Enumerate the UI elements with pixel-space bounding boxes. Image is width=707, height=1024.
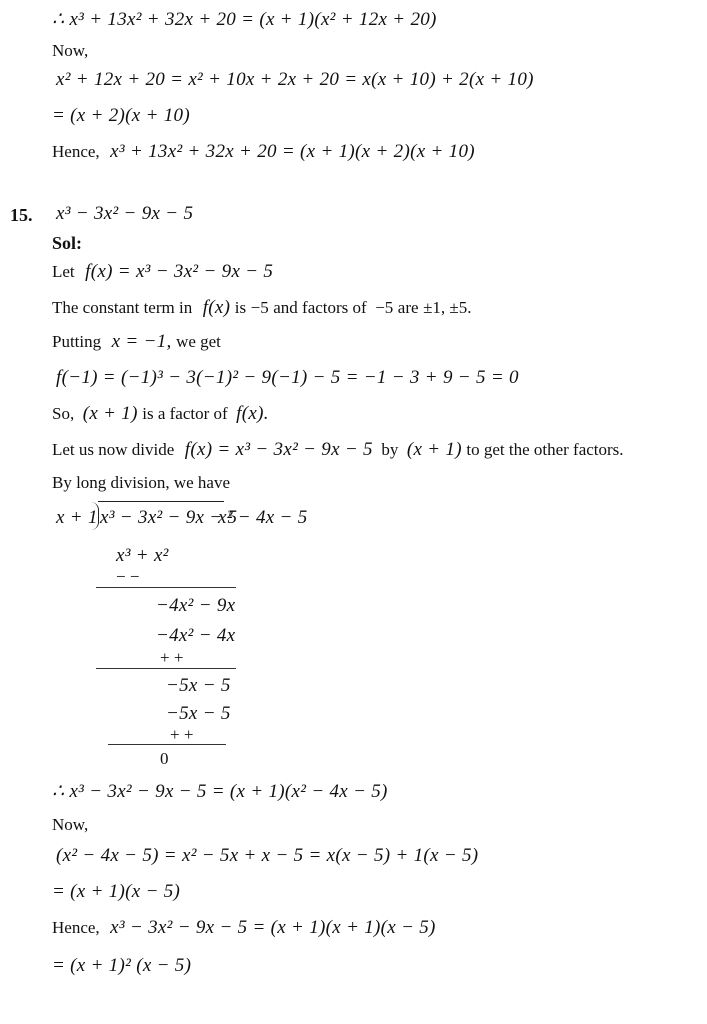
quadratic-factor-line: = (x + 2)(x + 10): [52, 105, 190, 126]
conclusion-factorization: ∴ x³ − 3x² − 9x − 5 = (x + 1)(x² − 4x − 5): [52, 781, 388, 802]
constant-text-4: are: [397, 298, 419, 317]
step5-rule: [108, 744, 226, 745]
final-answer: = (x + 1)² (x − 5): [52, 955, 192, 976]
step3-rule: [96, 668, 236, 669]
step2-remainder: −4x² − 9x: [156, 595, 236, 616]
constant-text-3: and factors of: [273, 298, 367, 317]
putting-value: x = −1,: [111, 331, 172, 352]
quadratic-split-line: x² + 12x + 20 = x² + 10x + 2x + 20 = x(x + 10) + 2(x + 10): [56, 69, 534, 90]
dividend: x³ − 3x² − 9x − 5: [100, 507, 238, 528]
so-text-2: is a factor of: [142, 404, 228, 423]
hence-line: [52, 142, 475, 161]
conclusion-hence-label: Hence,: [52, 918, 100, 937]
step1-signs: − −: [116, 567, 140, 586]
constant-fx: f(x): [202, 297, 231, 318]
conclusion-split: (x² − 4x − 5) = x² − 5x + x − 5 = x(x − 5) + 1(x − 5): [56, 845, 479, 866]
hence-math: x³ + 13x² + 32x + 20 = (x + 1)(x + 2)(x + 10): [110, 141, 475, 162]
divide-text-1: Let us now divide: [52, 440, 175, 459]
so-line: [52, 404, 269, 423]
constant-term-line: [52, 298, 471, 317]
final-remainder: 0: [160, 749, 169, 768]
so-fx: f(x).: [236, 403, 269, 424]
conclusion-hence-math: x³ − 3x² − 9x − 5 = (x + 1)(x + 1)(x − 5): [110, 917, 436, 938]
division-bar: [98, 501, 224, 502]
question-expression: x³ − 3x² − 9x − 5: [56, 203, 194, 224]
putting-line: [52, 332, 221, 351]
quotient: x² − 4x − 5: [218, 507, 308, 528]
step3-signs: + +: [160, 648, 184, 667]
conclusion-factor: = (x + 1)(x − 5): [52, 881, 181, 902]
solution-label: Sol:: [52, 233, 83, 253]
step5-signs: + +: [170, 725, 194, 744]
so-factor: (x + 1): [82, 403, 138, 424]
question-number: 15.: [10, 205, 33, 225]
hence-label: Hence,: [52, 142, 100, 161]
divide-fx: f(x) = x³ − 3x² − 9x − 5: [184, 439, 373, 460]
so-text: So,: [52, 404, 75, 423]
putting-text-2: we get: [176, 332, 221, 351]
divide-line: [52, 440, 624, 459]
constant-value-1: −5: [250, 298, 269, 317]
conclusion-hence: [52, 918, 436, 937]
now-label: Now,: [52, 41, 89, 60]
step1-rule: [96, 587, 236, 588]
constant-text-1: The constant term in: [52, 298, 193, 317]
step5-product: −5x − 5: [166, 703, 231, 724]
step1-product: x³ + x²: [116, 545, 169, 566]
division-bracket: [90, 502, 99, 530]
divisor: x + 1: [56, 507, 98, 528]
factorization-line: ∴ x³ + 13x² + 32x + 20 = (x + 1)(x² + 12x + 20): [52, 9, 437, 30]
let-line: [52, 262, 273, 281]
conclusion-now: Now,: [52, 815, 89, 834]
constant-text-2: is: [234, 298, 247, 317]
constant-factors: ±1, ±5.: [423, 298, 472, 317]
step3-product: −4x² − 4x: [156, 625, 236, 646]
evaluation-line: f(−1) = (−1)³ − 3(−1)² − 9(−1) − 5 = −1 − 3 + 9 − 5 = 0: [56, 367, 519, 388]
step4-remainder: −5x − 5: [166, 675, 231, 696]
divide-factor: (x + 1): [406, 439, 462, 460]
putting-text: Putting: [52, 332, 102, 351]
let-label: Let: [52, 262, 75, 281]
divide-text-3: to get the other factors.: [466, 440, 624, 459]
divide-text-2: by: [381, 440, 399, 459]
long-division-intro: By long division, we have: [52, 473, 231, 492]
let-math: f(x) = x³ − 3x² − 9x − 5: [85, 261, 274, 282]
constant-value-2: −5: [375, 298, 394, 317]
